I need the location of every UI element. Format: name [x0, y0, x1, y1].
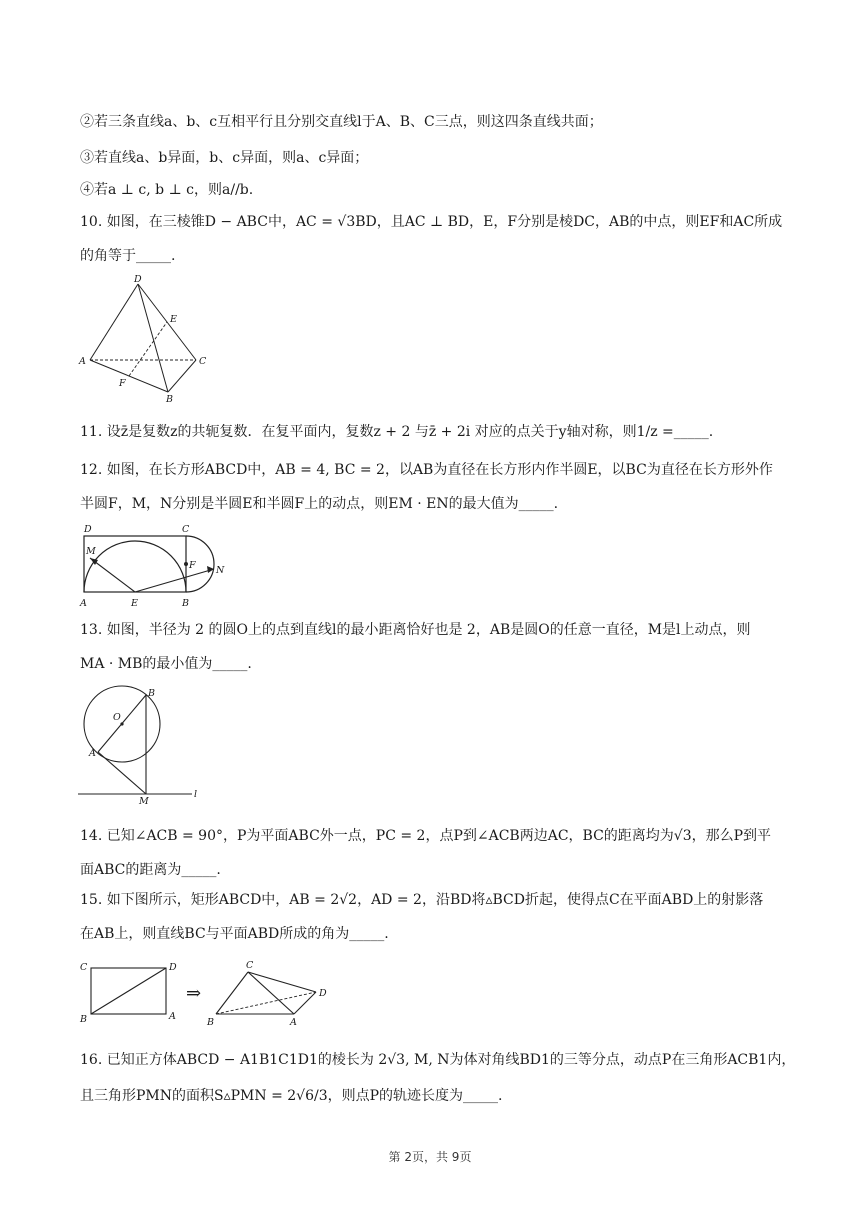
question-10-line1: 10. 如图，在三棱锥D − ABC中，AC = √3BD，且AC ⊥ BD，E，F分别是棱DC，AB的中点，则EF和AC所成 [80, 214, 783, 230]
fig12-label-E: E [131, 598, 138, 609]
question-13-line1: 13. 如图，半径为 2 的圆O上的点到直线l的最小距离恰好也是 2，AB是圆O的任意一直径，M是l上动点，则 [80, 622, 751, 638]
page-footer: 第 2页，共 9页 [388, 1150, 472, 1164]
fig12-label-B: B [182, 598, 189, 609]
fig10-label-A: A [79, 356, 86, 367]
fig12-label-F: F [189, 560, 196, 571]
fig12-label-D: D [84, 524, 92, 535]
question-14-line1: 14. 已知∠ACB = 90°，P为平面ABC外一点，PC = 2，点P到∠ACB两边AC，BC的距离均为√3，那么P到平 [80, 828, 772, 844]
fig13-label-M: M [139, 796, 149, 806]
question-14-line2: 面ABC的距离为_____. [80, 862, 221, 878]
fig13-label-A: A [89, 748, 96, 759]
fig15-label-D-right: D [319, 988, 327, 999]
fig12-label-N: N [216, 565, 225, 576]
statement-4: ④若a ⊥ c, b ⊥ c，则a//b. [80, 182, 254, 198]
fig15-label-C-right: C [246, 960, 254, 971]
fig15-label-C-left: C [80, 962, 88, 973]
fig12-label-A: A [80, 598, 87, 609]
question-13-line2: MA · MB的最小值为_____. [80, 656, 252, 672]
question-11: 11. 设z̄是复数z的共轭复数．在复平面内，复数z + 2 与z̄ + 2i 对应的点关于y轴对称，则1/z =_____. [80, 424, 714, 440]
figure-q13-circle-line [76, 684, 206, 806]
statement-3: ③若直线a、b异面，b、c异面，则a、c异面； [80, 150, 369, 166]
fold-arrow: ⇒ [186, 983, 202, 1004]
fig15-label-D-left: D [169, 962, 177, 973]
fig15-label-B-left: B [80, 1014, 87, 1025]
fig15-label-A-right: A [290, 1017, 297, 1028]
fig10-label-D: D [134, 274, 142, 285]
fig10-label-F: F [119, 378, 126, 389]
question-10-line2: 的角等于_____. [80, 248, 176, 264]
fig15-label-B-right: B [207, 1017, 214, 1028]
fig12-label-C: C [182, 524, 190, 535]
question-12-line1: 12. 如图，在长方形ABCD中，AB = 4, BC = 2，以AB为直径在长方形内作半圆E，以BC为直径在长方形外作 [80, 462, 773, 478]
fig10-label-B: B [166, 394, 173, 405]
fig15-label-A-left: A [169, 1011, 176, 1022]
fig10-label-C: C [199, 356, 207, 367]
question-15-line2: 在AB上，则直线BC与平面ABD所成的角为_____. [80, 926, 389, 942]
statement-2: ②若三条直线a、b、c互相平行且分别交直线l于A、B、C三点，则这四条直线共面； [80, 114, 603, 130]
fig12-label-M: M [86, 546, 96, 557]
figure-q15-folding [76, 954, 338, 1028]
fig13-label-l: l [194, 789, 198, 800]
figure-q12-rectangle-semicircles [76, 522, 246, 614]
question-16-line2: 且三角形PMN的面积S▵PMN = 2√6/3，则点P的轨迹长度为_____. [80, 1088, 503, 1104]
fig13-label-B: B [148, 688, 155, 699]
question-15-line1: 15. 如下图所示，矩形ABCD中，AB = 2√2，AD = 2，沿BD将▵BCD折起，使得点C在平面ABD上的射影落 [80, 892, 764, 908]
fig10-label-E: E [170, 314, 177, 325]
fig13-label-O: O [113, 712, 121, 723]
question-16-line1: 16. 已知正方体ABCD − A1B1C1D1的棱长为 2√3, M, N为体对角线BD1的三等分点，动点P在三角形ACB1内， [80, 1052, 796, 1068]
question-12-line2: 半圆F，M，N分别是半圆E和半圆F上的动点，则EM · EN的最大值为_____. [80, 496, 559, 512]
figure-q10-tetrahedron [76, 272, 216, 407]
